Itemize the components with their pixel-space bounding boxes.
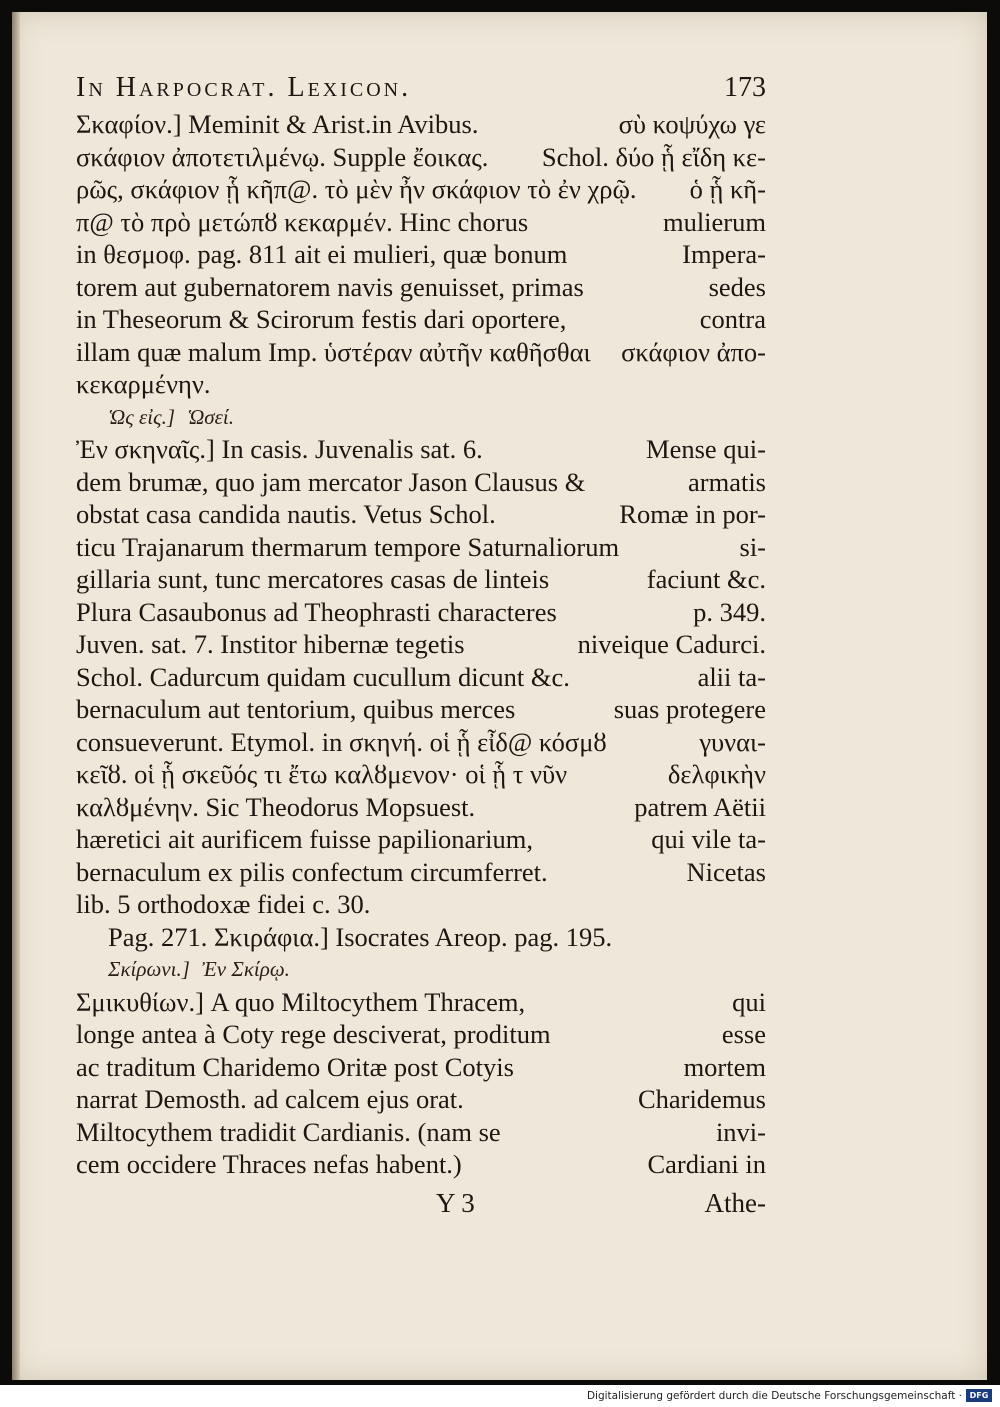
line-start: Ἐν σκηναῖς.] In casis. Juvenalis sat. 6. (76, 434, 483, 464)
digitization-footer (0, 1385, 1000, 1407)
text-line (76, 141, 766, 174)
line-start: Plura Casaubonus ad Theophrasti characteres (76, 596, 557, 627)
text-line (76, 888, 766, 921)
text-line (76, 758, 766, 791)
text-line (76, 1083, 766, 1116)
text-line (76, 303, 766, 336)
line-end: Nicetas (686, 856, 766, 887)
line-start: in Theseorum & Scirorum festis dari oportere, (76, 304, 567, 334)
text-line (76, 661, 766, 694)
lemma-greek: Σκίρωνι.] (108, 957, 190, 981)
text-line (76, 1018, 766, 1051)
text-line (76, 108, 766, 141)
line-start: gillaria sunt, tunc mercatores casas de linteis (76, 564, 550, 594)
page-binding-edge (12, 12, 20, 1380)
lemma-text: Pag. 271. Σκιράφια.] Isocrates Areop. pag. 195. (108, 921, 613, 952)
text-line (76, 466, 766, 499)
line-start: κεκαρμένην. (76, 369, 211, 399)
line-end: patrem Aëtii (634, 791, 766, 822)
line-end: armatis (688, 466, 766, 497)
line-start: torem aut gubernatorem navis genuisset, primas (76, 271, 584, 302)
line-start: σκάφιον ἀποτετιλμένῳ. Supple ἔοικας. (76, 141, 489, 172)
line-start: consueverunt. Etymol. in σκηνή. οἱ ᾗ εἶδ@ κόσμȣ (76, 726, 607, 757)
text-line (76, 238, 766, 271)
line-end: sedes (708, 271, 766, 302)
line-start: longe antea à Coty rege desciverat, proditum (76, 1019, 551, 1049)
line-start: π@ τὸ πρὸ μετώπȣ κεκαρμέν. Hinc chorus (76, 206, 529, 237)
line-end: σκάφιον ἀπο- (621, 336, 766, 367)
line-start: narrat Demosth. ad calcem ejus orat. (76, 1084, 464, 1114)
text-line (76, 173, 766, 206)
line-end: qui (732, 986, 766, 1017)
line-end: contra (699, 304, 766, 334)
line-start: Σκαφίον.] Meminit & Arist.in Avibus. (76, 109, 479, 139)
line-start: bernaculum aut tentorium, quibus merces (76, 694, 516, 724)
text-line (76, 1051, 766, 1084)
lemma-gloss: Ὡσεί. (187, 404, 235, 429)
text-line (76, 336, 766, 369)
dfg-logo: DFG (966, 1389, 992, 1402)
signature-mark: Y 3 (436, 1187, 475, 1218)
line-start: illam quæ malum Imp. ὑστέραν αὐτῆν καθῆσθαι (76, 336, 591, 367)
line-end: qui vile ta- (651, 824, 766, 854)
text-line (76, 498, 766, 531)
text-line (76, 726, 766, 759)
text-line (76, 368, 766, 401)
text-line (76, 856, 766, 889)
line-end: Impera- (682, 239, 766, 269)
text-line (76, 433, 766, 466)
page-foot (76, 1183, 766, 1223)
page-text-block (76, 72, 766, 1223)
line-start: κεῖȣ. οἱ ᾗ σκεῦός τι ἔτω καλȣμενον· οἱ ᾗ τ νῦν (76, 759, 568, 789)
lemma-line-osei (76, 401, 766, 434)
line-end: δελφικὴν (667, 759, 766, 789)
line-start: Σμικυθίων.] A quo Miltocythem Thracem, (76, 986, 526, 1017)
lemma-line-pag (76, 921, 766, 954)
line-end: Schol. δύο ᾗ εἴδη κε- (541, 141, 766, 172)
lemma-line-skironi (76, 953, 766, 986)
line-start: Miltocythem tradidit Cardianis. (nam se (76, 1116, 501, 1147)
text-line (76, 206, 766, 239)
line-end: p. 349. (693, 596, 766, 627)
paragraph-skaphion (76, 108, 766, 401)
line-end: invi- (715, 1116, 766, 1147)
funding-note: Digitalisierung gefördert durch die Deutsche Forschungsgemeinschaft · (586, 1390, 962, 1402)
line-start: dem brumæ, quo jam mercator Jason Clausus & (76, 466, 586, 497)
line-end: Mense qui- (646, 434, 766, 464)
line-start: hæretici ait aurificem fuisse papilionarium, (76, 824, 533, 854)
line-end: suas protegere (613, 694, 766, 724)
text-line (76, 791, 766, 824)
line-end: σὺ κοψύχω γε (618, 109, 766, 139)
line-start: Juven. sat. 7. Institor hibernæ tegetis (76, 629, 465, 659)
catchword: Athe- (704, 1187, 766, 1218)
line-end: mulierum (662, 206, 766, 237)
lemma-gloss: Ἐν Σκίρῳ. (201, 957, 290, 981)
text-line (76, 986, 766, 1019)
text-line (76, 271, 766, 304)
paragraph-smikythion (76, 986, 766, 1181)
lemma-greek: Ὡς εἰς.] (108, 404, 176, 429)
line-end: faciunt &c. (646, 564, 766, 594)
line-start: ρῶς, σκάφιον ᾗ κῆπ@. τὸ μὲν ἦν σκάφιον τὸ ἐν χρῷ. (76, 174, 637, 204)
line-start: cem occidere Thraces nefas habent.) (76, 1149, 462, 1179)
line-end: alii ta- (697, 661, 766, 692)
text-line (76, 531, 766, 564)
running-title: In Harpocrat. Lexicon. (76, 72, 412, 103)
line-end: γυναι- (699, 726, 766, 757)
line-end: Romæ in por- (619, 499, 766, 529)
line-start: bernaculum ex pilis confectum circumferret. (76, 856, 548, 887)
line-end: niveique Cadurci. (577, 629, 766, 659)
text-line (76, 596, 766, 629)
text-line (76, 563, 766, 596)
text-line (76, 693, 766, 726)
line-start: καλȣμένην. Sic Theodorus Mopsuest. (76, 791, 476, 822)
line-end: esse (721, 1019, 766, 1049)
text-line (76, 823, 766, 856)
line-end: Cardiani in (647, 1149, 766, 1179)
line-start: Schol. Cadurcum quidam cucullum dicunt &c. (76, 661, 570, 692)
running-header (76, 72, 766, 108)
line-end: ὁ ᾗ κῆ- (689, 174, 766, 204)
text-line (76, 628, 766, 661)
text-line (76, 1116, 766, 1149)
line-start: in θεσμοφ. pag. 811 ait ei mulieri, quæ bonum (76, 239, 568, 269)
line-start: obstat casa candida nautis. Vetus Schol. (76, 499, 496, 529)
line-start: ticu Trajanarum thermarum tempore Saturnaliorum (76, 531, 620, 562)
line-start: lib. 5 orthodoxæ fidei c. 30. (76, 889, 371, 919)
line-end: Charidemus (637, 1084, 766, 1114)
paragraph-en-skenais (76, 433, 766, 921)
line-end: mortem (683, 1051, 766, 1082)
page-number: 173 (724, 72, 766, 103)
text-line (76, 1148, 766, 1181)
line-start: ac traditum Charidemo Oritæ post Cotyis (76, 1051, 514, 1082)
line-end: si- (739, 531, 766, 562)
